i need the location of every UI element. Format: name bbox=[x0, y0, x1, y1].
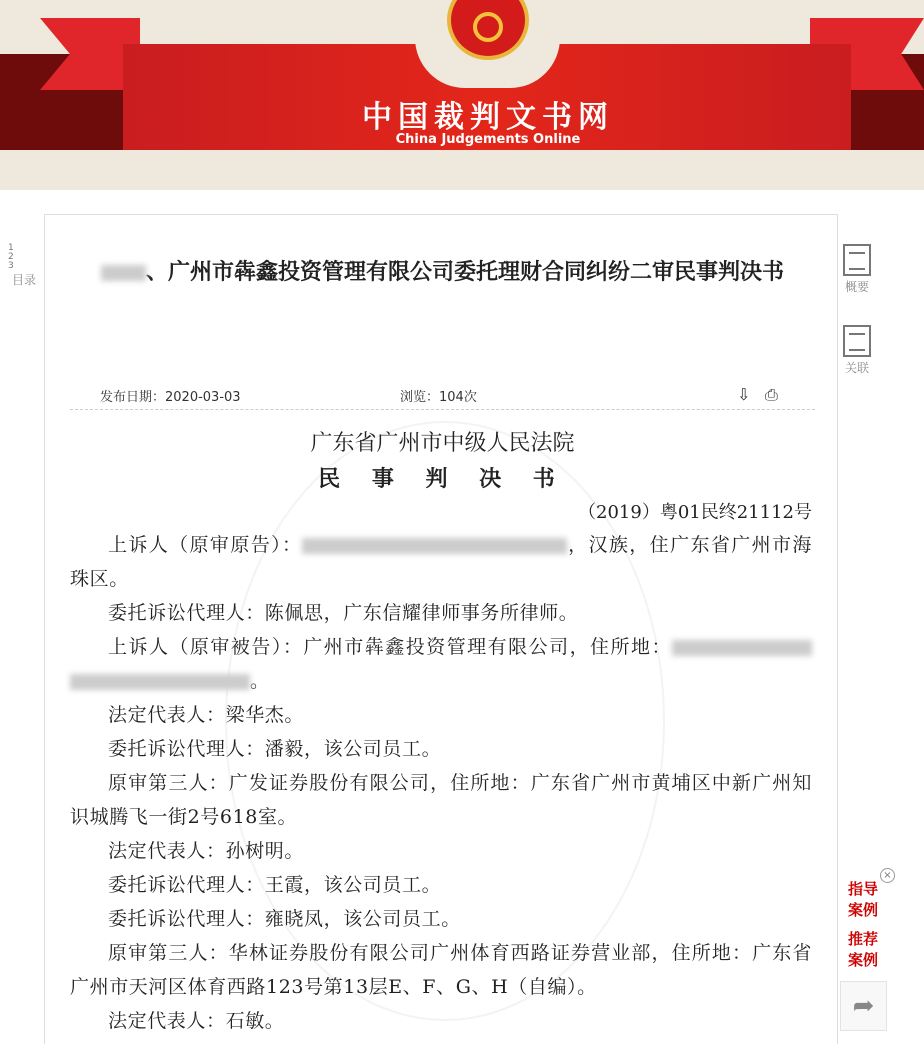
document-icon bbox=[843, 325, 871, 357]
recommended-cases-link[interactable]: 推荐案例 bbox=[848, 930, 879, 969]
download-icon[interactable]: ⇩ bbox=[737, 385, 751, 404]
court-header bbox=[70, 426, 815, 498]
document-meta bbox=[70, 380, 815, 410]
view-count: 浏览：104次 bbox=[400, 390, 477, 405]
paragraph: 原审第三人：广发证券股份有限公司，住所地：广东省广州市黄埔区中新广州知识城腾飞一街2号618室。 bbox=[70, 772, 812, 828]
paragraph: 委托诉讼代理人：王霞，该公司员工。 bbox=[108, 874, 442, 896]
close-icon[interactable]: × bbox=[880, 868, 895, 883]
document-body bbox=[70, 528, 812, 1038]
paragraph: 上诉人（原审被告）：广州市犇鑫投资管理有限公司，住所地： 。 bbox=[70, 630, 812, 698]
paragraph: 法定代表人：孙树明。 bbox=[108, 840, 305, 862]
redacted-text bbox=[70, 674, 250, 690]
document-type: 民 事 判 决 书 bbox=[318, 467, 567, 492]
site-subtitle: China Judgements Online bbox=[395, 132, 581, 147]
toc-button[interactable] bbox=[8, 244, 40, 288]
paragraph: 委托诉讼代理人：陈佩思，广东信耀律师事务所律师。 bbox=[108, 602, 579, 624]
paragraph: 委托诉讼代理人：潘毅，该公司员工。 bbox=[108, 738, 442, 760]
related-button[interactable] bbox=[843, 325, 871, 376]
summary-button[interactable] bbox=[843, 244, 871, 295]
related-label: 关联 bbox=[844, 361, 869, 375]
site-banner bbox=[0, 0, 924, 190]
redacted-name bbox=[101, 265, 146, 281]
redacted-text bbox=[672, 640, 812, 656]
court-name: 广东省广州市中级人民法院 bbox=[310, 431, 575, 456]
share-button[interactable] bbox=[840, 981, 887, 1031]
guiding-cases-link[interactable]: 指导案例 bbox=[848, 880, 879, 919]
summary-label: 概要 bbox=[844, 280, 869, 294]
site-title: 中国裁判文书网 bbox=[362, 100, 614, 135]
case-number: （2019）粤01民终21112号 bbox=[578, 502, 812, 523]
document-icon bbox=[843, 244, 871, 276]
paragraph: 上诉人（原审原告）： ，汉族，住广东省广州市海珠区。 bbox=[70, 534, 812, 590]
print-icon[interactable]: ⎙ bbox=[765, 385, 778, 404]
paragraph: 原审第三人：华林证券股份有限公司广州体育西路证券营业部，住所地：广东省广州市天河区体育西路123号第13层E、F、G、H（自编）。 bbox=[70, 942, 812, 998]
document-title: 、广州市犇鑫投资管理有限公司委托理财合同纠纷二审民事判决书 bbox=[70, 252, 815, 293]
redacted-text bbox=[302, 538, 567, 554]
share-icon: ➦ bbox=[852, 991, 875, 1021]
paragraph: 委托诉讼代理人：雍晓凤，该公司员工。 bbox=[108, 908, 461, 930]
publish-date: 发布日期：2020-03-03 bbox=[100, 390, 241, 405]
list-icon: 1 2 3 bbox=[8, 243, 14, 271]
toc-label: 目录 bbox=[11, 273, 36, 287]
paragraph: 法定代表人：梁华杰。 bbox=[108, 704, 305, 726]
paragraph: 法定代表人：石敏。 bbox=[108, 1010, 285, 1032]
